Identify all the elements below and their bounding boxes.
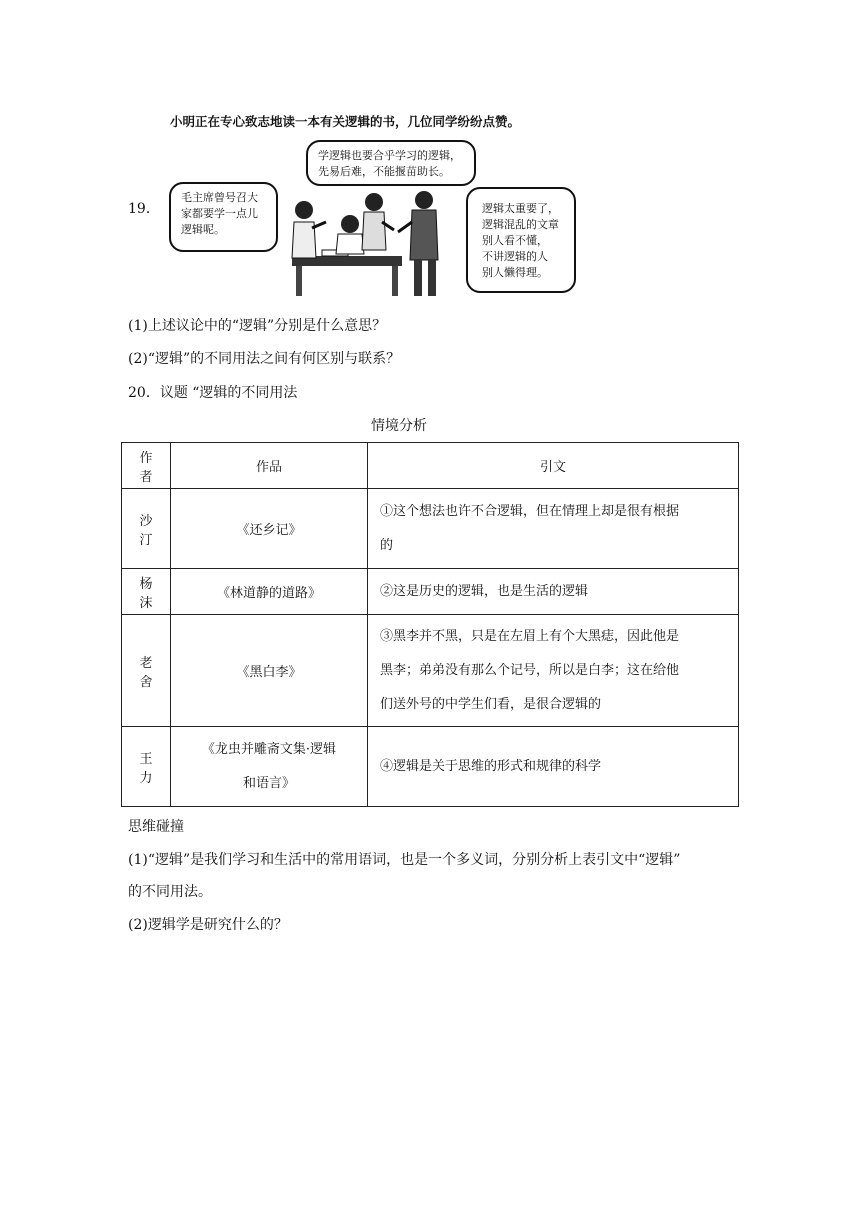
cell-author: 沙汀 bbox=[122, 489, 171, 569]
bubble-line: 家都要学一点儿 bbox=[181, 207, 258, 220]
header-quote: 引文 bbox=[368, 443, 739, 489]
bubble-line: 别人懒得理。 bbox=[482, 266, 548, 279]
bubble-line: 逻辑混乱的文章 bbox=[482, 218, 559, 231]
q20-subquestion-2: (2)逻辑学是研究什么的？ bbox=[128, 917, 288, 933]
bubble-line: 不讲逻辑的人 bbox=[482, 250, 548, 263]
cell-work: 《黑白李》 bbox=[171, 615, 368, 727]
work-line: 和语言》 bbox=[242, 775, 295, 791]
q19-subquestion-2: (2)“逻辑”的不同用法之间有何区别与联系？ bbox=[128, 351, 401, 367]
cell-work: 《还乡记》 bbox=[171, 489, 368, 569]
table-row bbox=[122, 489, 739, 569]
work-line: 《龙虫并雕斋文集·逻辑 bbox=[201, 741, 337, 757]
quote-line: ④逻辑是关于思维的形式和规律的科学 bbox=[380, 758, 602, 774]
table-title: 情境分析 bbox=[371, 418, 427, 434]
speech-bubble-left bbox=[169, 182, 278, 252]
speech-bubble-right bbox=[466, 187, 576, 293]
cell-work bbox=[171, 727, 368, 807]
cell-author: 杨沫 bbox=[122, 569, 171, 615]
bubble-line: 逻辑呢。 bbox=[181, 223, 225, 236]
section-label: 思维碰撞 bbox=[128, 819, 184, 835]
quote-line: 们送外号的中学生们看，是很合逻辑的 bbox=[380, 696, 602, 712]
cell-quote bbox=[368, 489, 739, 569]
q20-subquestion-1-cont: 的不同用法。 bbox=[128, 884, 212, 900]
bubble-line: 逻辑太重要了， bbox=[482, 202, 559, 215]
header-author: 作者 bbox=[122, 443, 171, 489]
table-header-row bbox=[122, 443, 739, 489]
header-work: 作品 bbox=[171, 443, 368, 489]
cell-work: 《林道静的道路》 bbox=[171, 569, 368, 615]
quote-line: ①这个想法也许不合逻辑，但在情理上却是很有根据 bbox=[380, 503, 680, 519]
cell-quote bbox=[368, 569, 739, 615]
bubble-line: 学逻辑也要合乎学习的逻辑， bbox=[318, 149, 461, 162]
quote-line: ②这是历史的逻辑，也是生活的逻辑 bbox=[380, 583, 589, 599]
quote-table bbox=[121, 442, 739, 807]
table-row bbox=[122, 727, 739, 807]
students-illustration bbox=[282, 188, 452, 298]
cell-quote bbox=[368, 615, 739, 727]
cell-quote bbox=[368, 727, 739, 807]
quote-line: 的 bbox=[380, 537, 394, 553]
bubble-line: 毛主席曾号召大 bbox=[181, 191, 258, 204]
quote-line: ③黑李并不黑，只是在左眉上有个大黑痣，因此他是 bbox=[380, 628, 680, 644]
bubble-line: 先易后难，不能揠苗助长。 bbox=[318, 165, 450, 178]
cell-author: 老舍 bbox=[122, 615, 171, 727]
question-number-19: 19． bbox=[128, 201, 160, 217]
cell-author: 王力 bbox=[122, 727, 171, 807]
table-row bbox=[122, 569, 739, 615]
q20-heading: 20．议题 “逻辑的不同用法 bbox=[128, 385, 298, 401]
bubble-line: 别人看不懂， bbox=[482, 234, 548, 247]
figure-caption: 小明正在专心致志地读一本有关逻辑的书，几位同学纷纷点赞。 bbox=[170, 114, 521, 129]
table-row bbox=[122, 615, 739, 727]
quote-line: 黑李；弟弟没有那么个记号，所以是白李；这在给他 bbox=[380, 662, 680, 678]
q19-subquestion-1: (1)上述议论中的“逻辑”分别是什么意思？ bbox=[128, 318, 387, 334]
q20-subquestion-1: (1)“逻辑”是我们学习和生活中的常用语词，也是一个多义词，分别分析上表引文中“逻辑” bbox=[128, 852, 681, 868]
speech-bubble-top bbox=[306, 140, 476, 186]
